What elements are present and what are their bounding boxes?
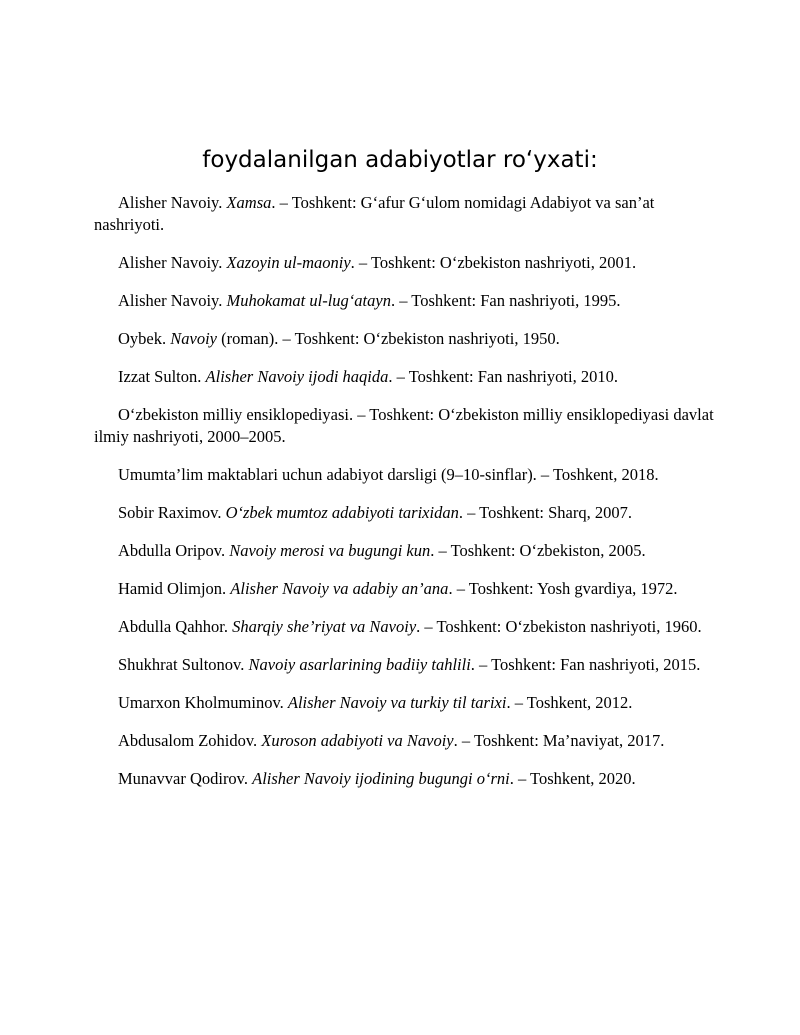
entry-title: Xamsa [226, 193, 272, 212]
entry-publication: . – Toshkent: O‘zbekiston, 2005. [430, 541, 646, 560]
bibliography-entry [94, 578, 714, 600]
entry-author: Hamid Olimjon [118, 579, 223, 598]
author-separator: . [243, 769, 253, 788]
author-separator: . [218, 193, 227, 212]
bibliography-entry [94, 502, 714, 524]
entry-publication: . – Toshkent: O‘zbekiston nashriyoti, 2001. [350, 253, 637, 272]
bibliography-entry [94, 768, 714, 790]
entry-title: Navoiy asarlarining badiiy tahlili [248, 655, 471, 674]
author-separator: . [222, 579, 231, 598]
author-separator: . [240, 655, 249, 674]
bibliography-entry [94, 464, 714, 486]
page-title: foydalanilgan adabiyotlar ro‘yxati: [202, 147, 598, 173]
author-separator: . [197, 367, 206, 386]
bibliography-entry [94, 290, 714, 312]
entry-author: Oybek [118, 329, 162, 348]
author-separator: . [218, 291, 227, 310]
entry-title: Xuroson adabiyoti va Navoiy [261, 731, 454, 750]
entry-author: Izzat Sulton [118, 367, 198, 386]
entry-title: Navoiy merosi va bugungi kun [229, 541, 431, 560]
bibliography-entry [94, 252, 714, 274]
bibliography-entry [94, 192, 714, 236]
bibliography-entry [94, 540, 714, 562]
author-separator: . [162, 329, 171, 348]
author-separator: . [279, 693, 288, 712]
author-separator: . [220, 541, 230, 560]
entry-author: Alisher Navoiy [118, 253, 219, 272]
entry-title: Navoiy [170, 329, 217, 348]
entry-title: Alisher Navoiy ijodi haqida [205, 367, 389, 386]
bibliography-entry [94, 328, 714, 350]
bibliography-entry [94, 616, 714, 638]
bibliography-entry [94, 366, 714, 388]
entry-publication: . – Toshkent: Fan nashriyoti, 1995. [390, 291, 621, 310]
author-separator: . [218, 253, 227, 272]
entry-publication: . – Toshkent, 2012. [506, 693, 633, 712]
entry-author: Abdulla Qahhor [118, 617, 224, 636]
author-separator: . [217, 503, 226, 522]
bibliography-entry [94, 404, 714, 448]
entry-author: Sobir Raximov [118, 503, 218, 522]
entry-publication: O‘zbekiston milliy ensiklopediyasi. – Toshkent: O‘zbekiston milliy ensiklopediyasi davlat ilmiy nashriyoti, 2000–2005. [94, 405, 714, 446]
entry-publication: . – Toshkent: Yosh gvardiya, 1972. [448, 579, 678, 598]
bibliography-list [94, 192, 714, 806]
entry-publication: . – Toshkent: Sharq, 2007. [458, 503, 632, 522]
entry-title: Muhokamat ul-lug‘atayn [226, 291, 391, 310]
entry-author: Munavvar Qodirov [118, 769, 244, 788]
entry-publication: (roman). – Toshkent: O‘zbekiston nashriyoti, 1950. [217, 329, 560, 348]
entry-author: Abdulla Oripov [118, 541, 221, 560]
entry-publication: . – Toshkent: Fan nashriyoti, 2015. [470, 655, 701, 674]
entry-title: Sharqiy she’riyat va Navoiy [232, 617, 417, 636]
author-separator: . [223, 617, 233, 636]
entry-title: Alisher Navoiy va adabiy an’ana [230, 579, 449, 598]
entry-publication: . – Toshkent: Fan nashriyoti, 2010. [388, 367, 618, 386]
bibliography-entry [94, 692, 714, 714]
entry-title: O‘zbek mumtoz adabiyoti tarixidan [225, 503, 459, 522]
entry-publication: . – Toshkent: Ma’naviyat, 2017. [453, 731, 665, 750]
author-separator: . [253, 731, 262, 750]
bibliography-entry [94, 730, 714, 752]
entry-author: Alisher Navoiy [118, 193, 219, 212]
entry-title: Alisher Navoiy va turkiy til tarixi [287, 693, 507, 712]
entry-author: Umarxon Kholmuminov [118, 693, 280, 712]
entry-publication: . – Toshkent, 2020. [509, 769, 636, 788]
entry-title: Alisher Navoiy ijodining bugungi o‘rni [252, 769, 510, 788]
entry-publication: . – Toshkent: O‘zbekiston nashriyoti, 1960. [416, 617, 702, 636]
entry-author: Abdusalom Zohidov [118, 731, 254, 750]
entry-publication: . – Toshkent: G‘afur G‘ulom nomidagi Adabiyot va san’at nashriyoti. [94, 193, 655, 234]
bibliography-entry [94, 654, 714, 676]
entry-author: Shukhrat Sultonov [118, 655, 241, 674]
entry-publication: Umumta’lim maktablari uchun adabiyot darsligi (9–10-sinflar). – Toshkent, 2018. [118, 465, 659, 484]
entry-title: Xazoyin ul-maoniy [226, 253, 351, 272]
entry-author: Alisher Navoiy [118, 291, 219, 310]
